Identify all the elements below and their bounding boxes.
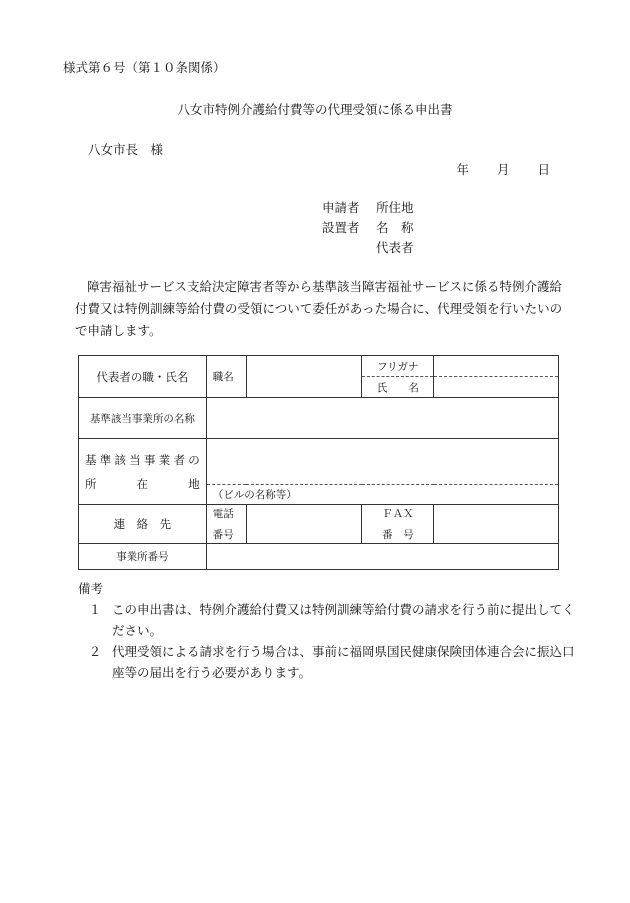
addressee: 八女市長 様 [88, 142, 164, 157]
office-number-field[interactable] [206, 544, 558, 570]
operator-address-field[interactable] [206, 439, 558, 485]
name-label: 名 称 [376, 220, 414, 235]
phone-label: 電話 番号 [206, 505, 246, 544]
note-item: １ この申出書は、特例介護給付費又は特例訓練等給付費の請求を行う前に提出してください。 [88, 602, 575, 638]
furigana-field[interactable] [434, 356, 559, 377]
facility-name-field[interactable] [206, 398, 558, 439]
date-day: 日 [537, 162, 550, 177]
notes-heading: 備考 [78, 581, 104, 596]
fax-field[interactable] [434, 505, 559, 544]
application-table [78, 355, 559, 570]
building-name-field[interactable]: （ビルの名称等） [206, 485, 558, 505]
job-title-field[interactable] [246, 356, 362, 398]
date-line [456, 160, 550, 178]
representative-label-cell: 代表者の職・氏名 [79, 356, 207, 398]
name-label-cell: 氏 名 [362, 377, 434, 398]
founder-label: 設置者 [322, 220, 360, 235]
contact-label: 連 絡 先 [79, 505, 207, 544]
notes-section [78, 578, 578, 683]
applicant-label: 申請者 [322, 200, 360, 215]
document-title: 八女市特例介護給付費等の代理受領に係る申出書 [177, 102, 453, 117]
facility-name-label: 基準該当事業所の名称 [79, 398, 207, 439]
date-year: 年 [456, 162, 469, 177]
office-number-label: 事業所番号 [79, 544, 207, 570]
body-text: 障害福祉サービス支給決定障害者等から基準該当障害福祉サービスに係る特例介護給付費又は特例訓練等給付費の受領について委任があった場合に、代理受領を行いたいので申請します。 [75, 279, 563, 338]
form-number: 様式第６号（第１０条関係） [63, 60, 226, 75]
date-month: 月 [496, 162, 510, 177]
representative-label: 代表者 [376, 240, 414, 255]
furigana-label: フリガナ [362, 356, 434, 377]
fax-label: ＦＡＸ 番 号 [362, 505, 434, 544]
phone-field[interactable] [246, 505, 362, 544]
note-item: ２ 代理受領による請求を行う場合は、事前に福岡県国民健康保険団体連合会に振込口座等の届出を行う必要があります。 [88, 644, 575, 680]
job-title-label: 職名 [206, 356, 246, 398]
address-label: 所住地 [376, 200, 414, 215]
applicant-block [322, 198, 414, 258]
operator-address-label: 基準該当事業者の 所 在 地 [79, 439, 207, 505]
name-field[interactable] [434, 377, 559, 398]
